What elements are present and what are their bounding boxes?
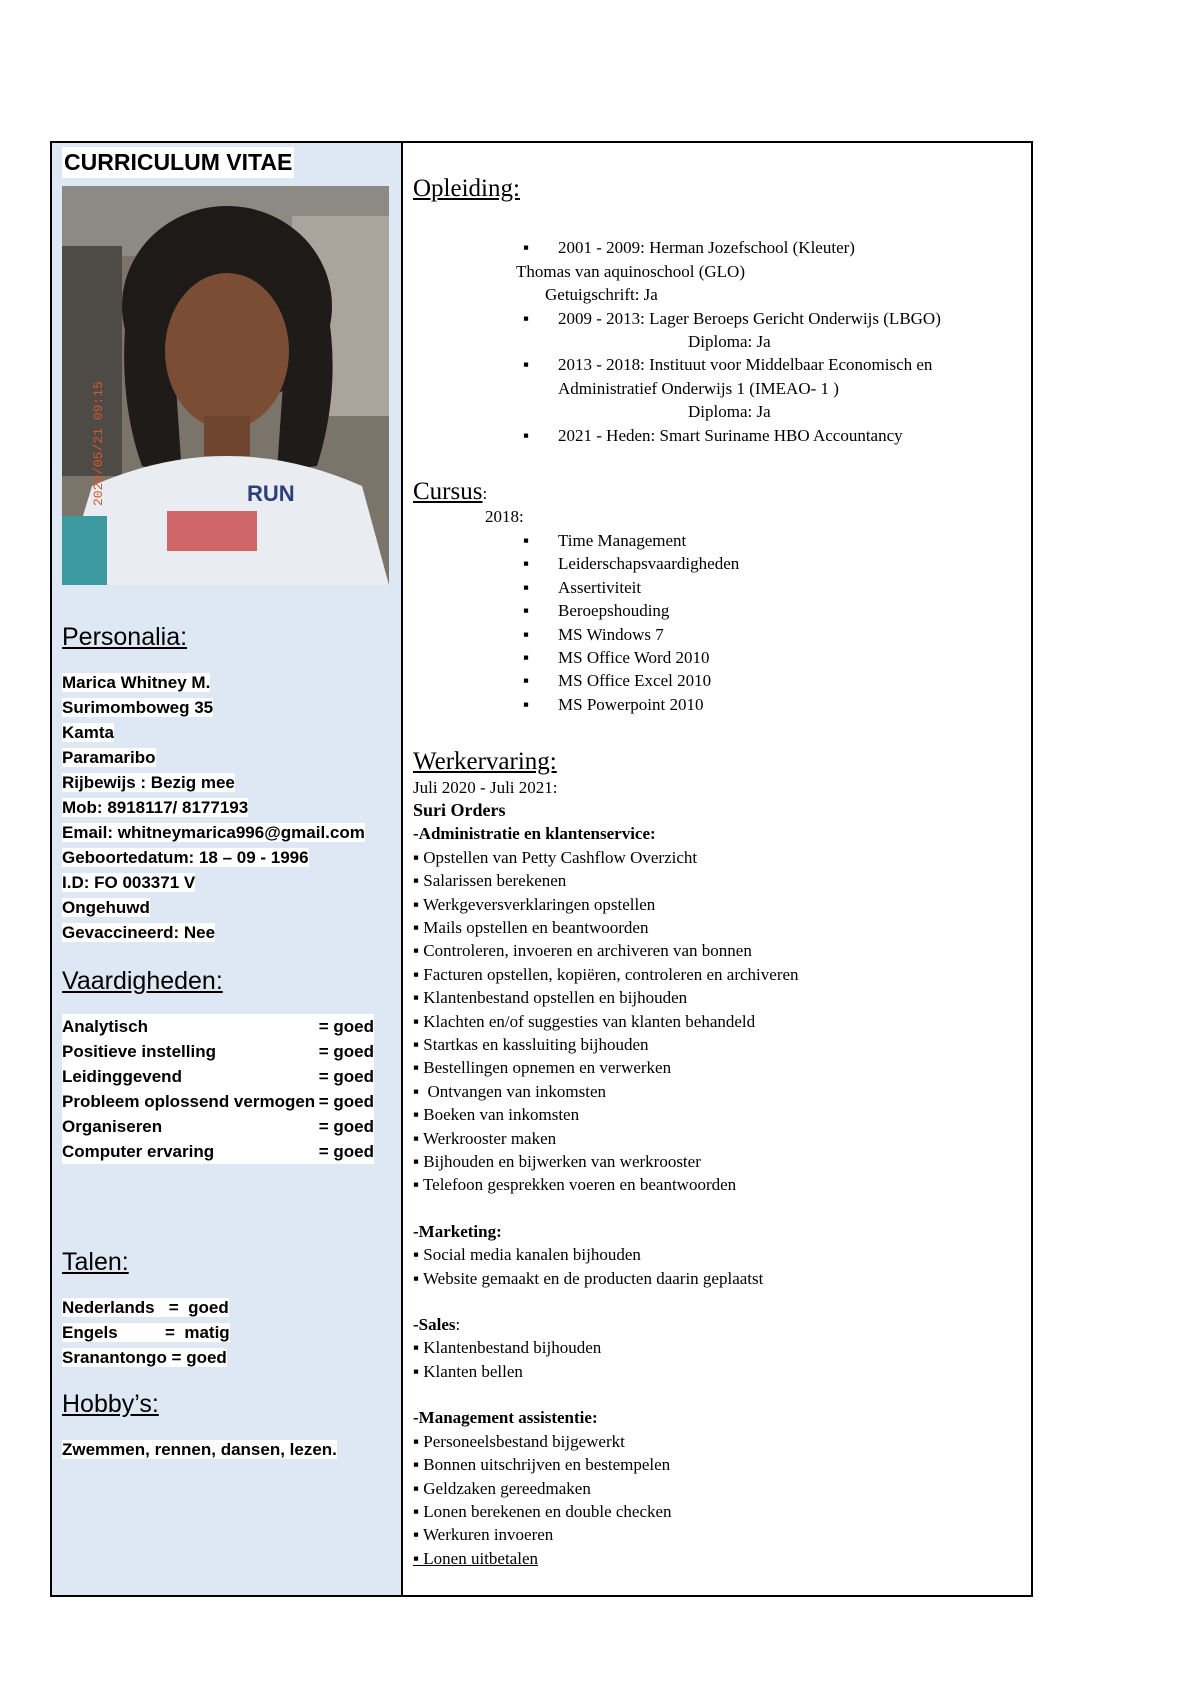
admin-item: ▪ Werkgeversverklaringen opstellen	[413, 894, 656, 914]
education-item-line	[413, 377, 1021, 400]
work-period: Juli 2020 - Juli 2021:	[413, 777, 558, 797]
skills-list	[62, 1014, 391, 1164]
vaardigheden-heading: Vaardigheden:	[62, 967, 223, 995]
skill-value: = goed	[318, 1117, 374, 1136]
course-item: ▪ MS Office Excel 2010	[413, 669, 1021, 692]
skill-name: Organiseren	[62, 1117, 163, 1136]
hobbys-text: Zwemmen, rennen, dansen, lezen.	[62, 1440, 337, 1459]
personalia-name: Marica Whitney M.	[62, 673, 211, 692]
management-item: ▪ Werkuren invoeren	[413, 1525, 554, 1545]
education-item-line: Diploma: Ja	[688, 332, 771, 352]
sales-title: -Sales	[413, 1315, 456, 1335]
profile-photo	[62, 186, 389, 585]
personalia-birthdate: Geboortedatum: 18 – 09 - 1996	[62, 848, 309, 867]
right-column	[403, 143, 1031, 1595]
admin-item: ▪ Klantenbestand opstellen en bijhouden	[413, 988, 688, 1008]
cursus-year: 2018:	[485, 507, 524, 527]
cursus-heading: Cursus	[413, 478, 483, 506]
personalia-street: Surimomboweg 35	[62, 698, 214, 717]
course-list	[413, 529, 1021, 716]
personalia-id: I.D: FO 003371 V	[62, 873, 196, 892]
skill-row	[62, 1039, 374, 1064]
marketing-item: ▪ Social media kanalen bijhouden	[413, 1245, 641, 1265]
education-item: ▪ 2013 - 2018: Instituut voor Middelbaar Economisch en	[413, 353, 1021, 376]
admin-item: ▪ Mails opstellen en beantwoorden	[413, 917, 649, 937]
skill-name: Positieve instelling	[62, 1042, 216, 1061]
personalia-status: Ongehuwd	[62, 898, 150, 917]
marketing-item: ▪ Website gemaakt en de producten daarin geplaatst	[413, 1268, 764, 1288]
management-title: -Management assistentie:	[413, 1408, 598, 1428]
marketing-title: -Marketing:	[413, 1221, 502, 1241]
skill-value: = goed	[318, 1017, 374, 1036]
course-item: ▪ Beroepshouding	[413, 599, 1021, 622]
work-company: Suri Orders	[413, 799, 506, 820]
personalia-mobile: Mob: 8918117/ 8177193	[62, 798, 249, 817]
admin-item: ▪ Facturen opstellen, kopiëren, controleren en archiveren	[413, 964, 799, 984]
course-item: ▪ Leiderschapsvaardigheden	[413, 552, 1021, 575]
personalia-lines	[62, 670, 391, 945]
skill-name: Leidinggevend	[62, 1067, 182, 1086]
skill-row	[62, 1114, 374, 1139]
management-item: ▪ Lonen uitbetalen	[413, 1548, 538, 1568]
course-item: ▪ MS Powerpoint 2010	[413, 693, 1021, 716]
personalia-vaccinated: Gevaccineerd: Nee	[62, 923, 216, 942]
education-list	[413, 236, 1021, 259]
education-item: ▪ 2001 - 2009: Herman Jozefschool (Kleuter)	[413, 236, 1021, 259]
education-item: ▪ 2021 - Heden: Smart Suriname HBO Accountancy	[413, 424, 1021, 447]
skill-name: Analytisch	[62, 1017, 148, 1036]
management-item: ▪ Personeelsbestand bijgewerkt	[413, 1431, 625, 1451]
admin-item: ▪ Ontvangen van inkomsten	[413, 1081, 606, 1101]
management-item: ▪ Lonen berekenen en double checken	[413, 1501, 672, 1521]
personalia-heading: Personalia:	[62, 623, 188, 651]
admin-item: ▪ Bestellingen opnemen en verwerken	[413, 1058, 672, 1078]
admin-item: ▪ Werkrooster maken	[413, 1128, 557, 1148]
admin-item: ▪ Klachten en/of suggesties van klanten behandeld	[413, 1011, 756, 1031]
personalia-email: Email: whitneymarica996@gmail.com	[62, 823, 365, 842]
skill-value: = goed	[318, 1067, 374, 1086]
education-item-text: Administratief Onderwijs 1 (IMEAO- 1 )	[558, 378, 839, 398]
personalia-license: Rijbewijs : Bezig mee	[62, 773, 235, 792]
admin-item: ▪ Opstellen van Petty Cashflow Overzicht	[413, 847, 698, 867]
admin-item: ▪ Startkas en kassluiting bijhouden	[413, 1035, 649, 1054]
sales-colon: :	[455, 1315, 461, 1335]
cv-title: CURRICULUM VITAE	[62, 147, 294, 178]
admin-item: ▪ Bijhouden en bijwerken van werkrooster	[413, 1152, 701, 1172]
skill-row	[62, 1064, 374, 1089]
education-item-line: Thomas van aquinoschool (GLO)	[516, 261, 745, 281]
skill-row	[62, 1014, 374, 1039]
course-item: ▪ MS Office Word 2010	[413, 646, 1021, 669]
sales-item: ▪ Klanten bellen	[413, 1361, 523, 1381]
shirt-text: RUN	[247, 481, 295, 506]
skill-name: Computer ervaring	[62, 1142, 215, 1161]
opleiding-heading: Opleiding:	[413, 175, 520, 202]
education-item: ▪ 2009 - 2013: Lager Beroeps Gericht Onderwijs (LBGO)	[413, 307, 1021, 330]
hobbys-heading: Hobby’s:	[62, 1390, 159, 1418]
sales-item: ▪ Klantenbestand bijhouden	[413, 1338, 602, 1358]
left-column	[52, 143, 403, 1595]
admin-item: ▪ Controleren, invoeren en archiveren van bonnen	[413, 941, 752, 961]
language-line: Engels = matig	[62, 1323, 230, 1342]
cursus-colon: :	[482, 484, 488, 504]
skill-value: = goed	[318, 1092, 374, 1111]
course-item: ▪ MS Windows 7	[413, 623, 1021, 646]
education-item-line: Getuigschrift: Ja	[545, 285, 658, 305]
management-item: ▪ Bonnen uitschrijven en bestempelen	[413, 1455, 671, 1475]
language-line: Nederlands = goed	[62, 1298, 229, 1317]
management-item: ▪ Geldzaken gereedmaken	[413, 1478, 591, 1498]
admin-title: -Administratie en klantenservice:	[413, 824, 656, 844]
course-item: ▪ Assertiviteit	[413, 576, 1021, 599]
personalia-district: Kamta	[62, 723, 114, 742]
werkervaring-heading: Werkervaring:	[413, 748, 557, 776]
talen-heading: Talen:	[62, 1248, 129, 1276]
course-item: ▪ Time Management	[413, 529, 1021, 552]
skill-name: Probleem oplossend vermogen	[62, 1092, 316, 1111]
skill-value: = goed	[318, 1142, 374, 1161]
skill-value: = goed	[318, 1042, 374, 1061]
education-item-line: Diploma: Ja	[688, 402, 771, 422]
cv-frame	[50, 141, 1033, 1597]
admin-item: ▪ Salarissen berekenen	[413, 871, 567, 891]
skill-row	[62, 1139, 374, 1164]
photo-timestamp: 2020/05/21 09:15	[91, 381, 106, 506]
admin-item: ▪ Boeken van inkomsten	[413, 1105, 580, 1125]
language-line: Sranantongo = goed	[62, 1348, 227, 1367]
skill-row	[62, 1089, 374, 1114]
languages-list	[62, 1295, 391, 1370]
personalia-city: Paramaribo	[62, 748, 156, 767]
admin-item: ▪ Telefoon gesprekken voeren en beantwoorden	[413, 1175, 737, 1195]
